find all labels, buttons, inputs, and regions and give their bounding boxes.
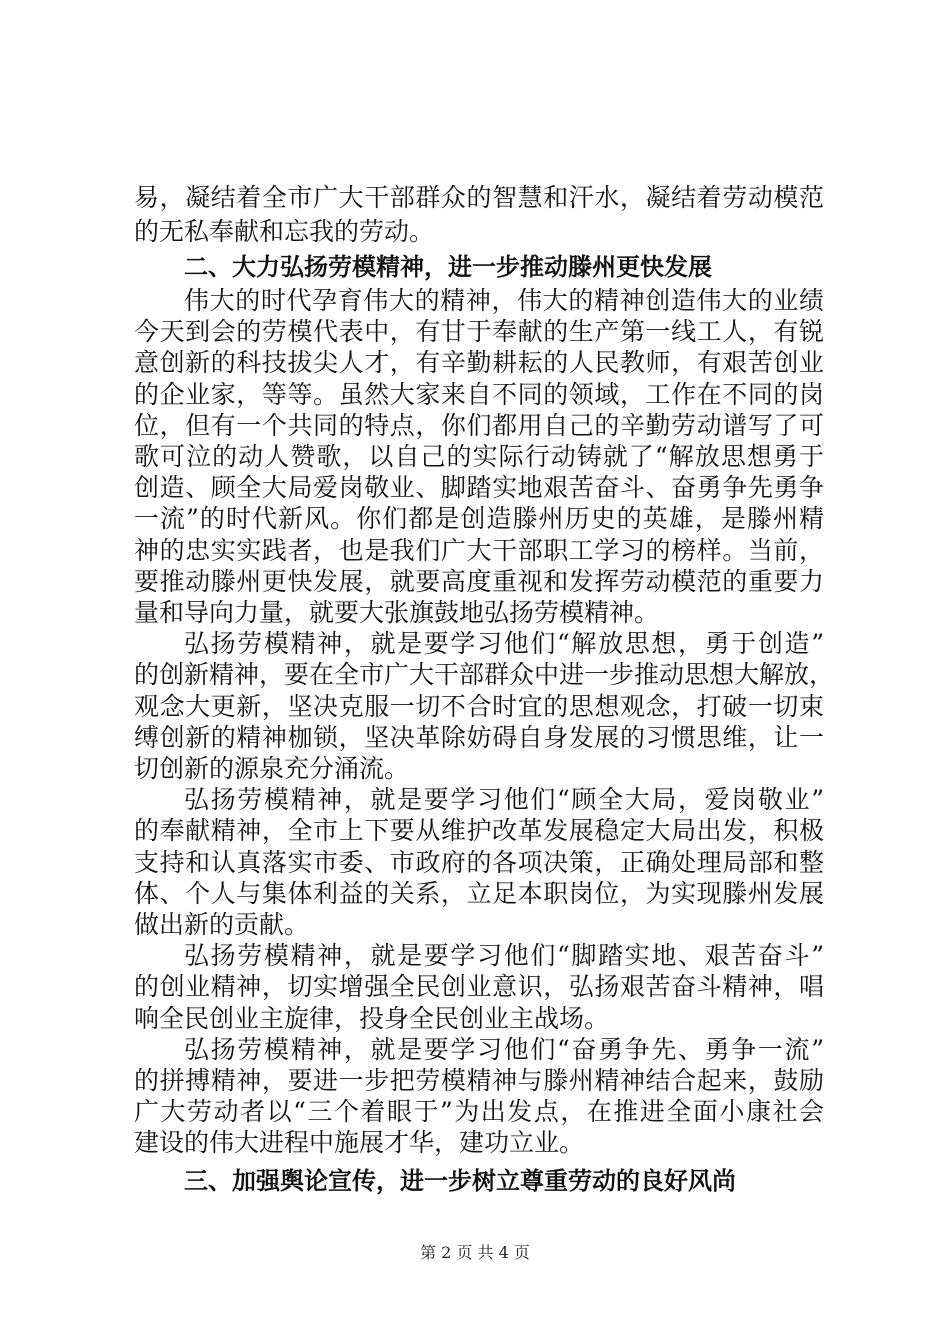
body-line: 的无私奉献和忘我的劳动。 bbox=[134, 217, 435, 246]
body-line: 弘扬劳模精神，就是要学习他们“脚踏实地、艰苦奋斗” bbox=[184, 941, 824, 970]
body-line: 弘扬劳模精神，就是要学习他们“解放思想，勇于创造” bbox=[184, 629, 824, 658]
body-line: 一流”的时代新风。你们都是创造滕州历史的英雄，是滕州精 bbox=[134, 504, 824, 533]
section-heading-3: 三、加强舆论宣传，进一步树立尊重劳动的良好风尚 bbox=[184, 1167, 736, 1195]
page-footer: 第 2 页 共 4 页 bbox=[420, 1243, 530, 1262]
body-line: 弘扬劳模精神，就是要学习他们“顾全大局，爱岗敬业” bbox=[184, 785, 824, 814]
body-line: 观念大更新，坚决克服一切不合时宜的思想观念，打破一切束 bbox=[134, 692, 824, 721]
body-line: 的企业家，等等。虽然大家来自不同的领域，工作在不同的岗 bbox=[134, 380, 824, 409]
body-line: 意创新的科技拔尖人才，有辛勤耕耘的人民教师，有艰苦创业 bbox=[134, 348, 824, 377]
body-line: 神的忠实实践者，也是我们广大干部职工学习的榜样。当前， bbox=[134, 536, 824, 565]
body-line: 响全民创业主旋律，投身全民创业主战场。 bbox=[134, 1004, 610, 1033]
body-line: 的奉献精神，全市上下要从维护改革发展稳定大局出发，积极 bbox=[134, 816, 824, 845]
body-line: 的创业精神，切实增强全民创业意识，弘扬艰苦奋斗精神，唱 bbox=[134, 972, 824, 1001]
body-line: 建设的伟大进程中施展才华，建功立业。 bbox=[134, 1128, 585, 1157]
body-line: 要推动滕州更快发展，就要高度重视和发挥劳动模范的重要力 bbox=[134, 567, 824, 596]
body-line: 支持和认真落实市委、市政府的各项决策，正确处理局部和整 bbox=[134, 848, 824, 877]
body-line: 伟大的时代孕育伟大的精神，伟大的精神创造伟大的业绩 bbox=[184, 286, 824, 315]
body-line: 广大劳动者以“三个着眼于”为出发点，在推进全面小康社会 bbox=[134, 1097, 824, 1126]
body-line: 易，凝结着全市广大干部群众的智慧和汗水，凝结着劳动模范 bbox=[134, 183, 824, 212]
body-line: 做出新的贡献。 bbox=[134, 910, 310, 939]
body-line: 弘扬劳模精神，就是要学习他们“奋勇争先、勇争一流” bbox=[184, 1035, 824, 1064]
section-heading-2: 二、大力弘扬劳模精神，进一步推动滕州更快发展 bbox=[184, 253, 712, 281]
body-line: 体、个人与集体利益的关系，立足本职岗位，为实现滕州发展 bbox=[134, 879, 824, 908]
body-line: 歌可泣的动人赞歌，以自己的实际行动铸就了“解放思想勇于 bbox=[134, 442, 824, 471]
body-line: 切创新的源泉充分涌流。 bbox=[134, 754, 410, 783]
body-line: 今天到会的劳模代表中，有甘于奉献的生产第一线工人，有锐 bbox=[134, 317, 824, 346]
body-line: 量和导向力量，就要大张旗鼓地弘扬劳模精神。 bbox=[134, 598, 660, 627]
body-line: 位，但有一个共同的特点，你们都用自己的辛勤劳动谱写了可 bbox=[134, 411, 824, 440]
body-line: 的创新精神，要在全市广大干部群众中进一步推动思想大解放， bbox=[134, 660, 835, 689]
body-line: 的拼搏精神，要进一步把劳模精神与滕州精神结合起来，鼓励 bbox=[134, 1066, 824, 1095]
body-line: 缚创新的精神枷锁，坚决革除妨碍自身发展的习惯思维，让一 bbox=[134, 723, 824, 752]
body-line: 创造、顾全大局爱岗敬业、脚踏实地艰苦奋斗、奋勇争先勇争 bbox=[134, 473, 824, 502]
